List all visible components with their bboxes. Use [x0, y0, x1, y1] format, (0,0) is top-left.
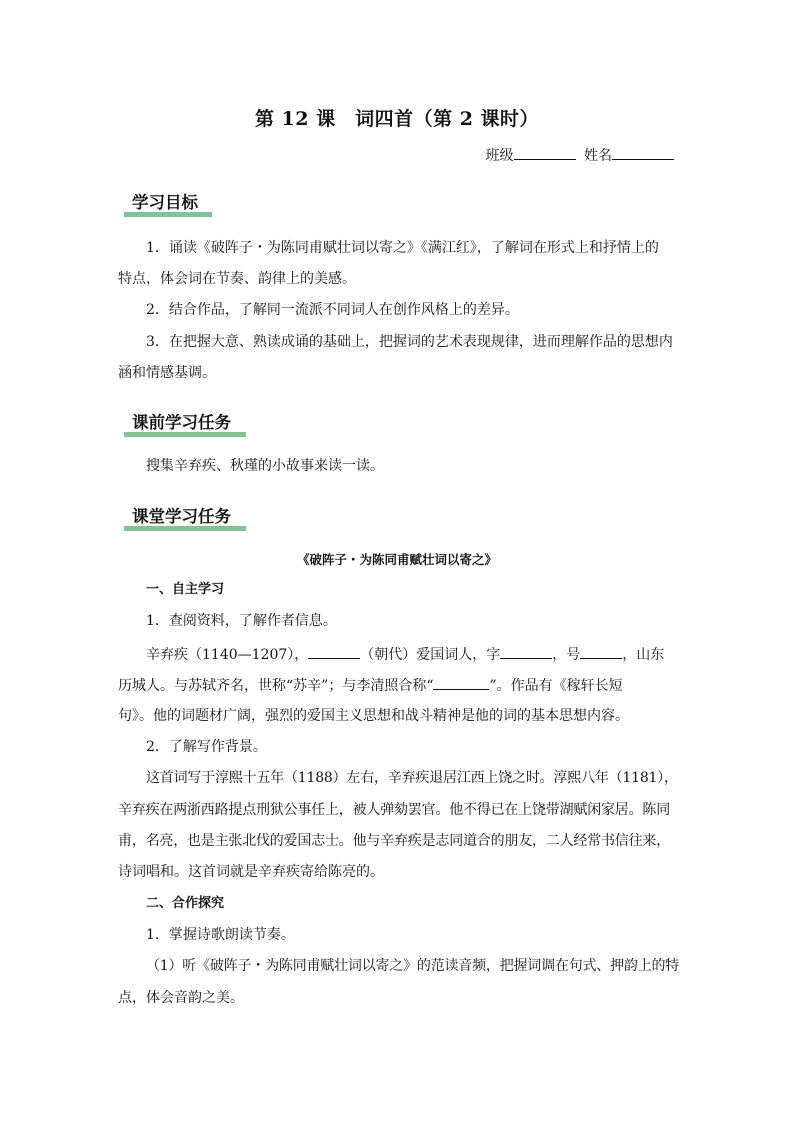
background-line: 诗词唱和。这首词就是辛弃疾寄给陈亮的。 [118, 864, 384, 880]
objective-line: 3．在把握大意、熟读成诵的基础上，把握词的艺术表现规律，进而理解作品的思想内 [146, 334, 673, 350]
heading-text: 课堂学习任务 [132, 507, 231, 526]
background-line: 甫，名亮，也是主张北伐的爱国志士。他与辛弃疾是志同道合的朋友，二人经常书信往来， [118, 833, 670, 849]
question-line: （1）听《破阵子・为陈同甫赋壮词以寄之》的范读音频，把握词调在句式、押韵上的特 [146, 958, 680, 974]
question-line: 点，体会音韵之美。 [118, 990, 244, 1006]
objective-line: 特点，体会词在节奏、韵律上的美感。 [118, 271, 356, 287]
preclass-task: 搜集辛弃疾、秋瑾的小故事来读一读。 [146, 458, 384, 474]
question: 1．掌握诗歌朗读节奏。 [146, 927, 295, 943]
section-heading-objectives [124, 192, 212, 217]
background-line: 这首词写于淳熙十五年（1188）左右，辛弃疾退居江西上饶之时。淳熙八年（1181）， [146, 770, 678, 786]
heading-text: 学习目标 [132, 193, 198, 212]
bio-text: ”。作品有《稼轩长短 [489, 678, 623, 694]
bio-text: （朝代）爱国词人，字 [360, 647, 501, 663]
class-blank [514, 145, 576, 160]
objective-line: 2．结合作品，了解同一流派不同词人在创作风格上的差异。 [146, 302, 519, 318]
bio-text: ，山东 [622, 647, 665, 663]
bio-text: 历城人。与苏轼齐名，世称“苏辛”；与李清照合称“ [118, 678, 434, 694]
bio-line: 句》。他的词题材广阔，强烈的爱国主义思想和战斗精神是他的词的基本思想内容。 [118, 708, 629, 724]
heading-text: 课前学习任务 [132, 413, 231, 432]
objective-line: 1．诵读《破阵子・为陈同甫赋壮词以寄之》《满江红》，了解词在形式上和抒情上的 [146, 240, 659, 256]
class-name-line [486, 145, 674, 165]
name-blank [612, 145, 674, 160]
background-line: 辛弃疾在两浙西路提点刑狱公事任上，被人弹劾罢官。他不得已在上饶带湖赋闲家居。陈同 [118, 802, 670, 818]
bio-line [146, 643, 678, 665]
section-heading-inclass [124, 506, 246, 531]
bio-line [118, 674, 678, 696]
fill-blank[interactable] [500, 643, 552, 659]
page-title: 第 12 课 词四首（第 2 课时） [254, 108, 540, 130]
fill-blank[interactable] [580, 643, 622, 659]
question: 1．查阅资料，了解作者信息。 [146, 613, 337, 629]
question: 2．了解写作背景。 [146, 739, 267, 755]
fill-blank[interactable] [433, 674, 489, 690]
name-label: 姓名 [584, 148, 612, 164]
section-heading-preclass [124, 412, 246, 437]
fill-blank[interactable] [308, 643, 360, 659]
part-heading: 二、合作探究 [146, 896, 225, 911]
bio-text: ，号 [552, 647, 581, 663]
bio-text: 辛弃疾（1140—1207）， [146, 647, 309, 663]
class-label: 班级 [485, 148, 514, 164]
poem-title: 《破阵子・为陈同甫赋壮词以寄之》 [296, 552, 497, 567]
part-heading: 一、自主学习 [146, 582, 225, 597]
objective-line: 涵和情感基调。 [118, 365, 216, 381]
